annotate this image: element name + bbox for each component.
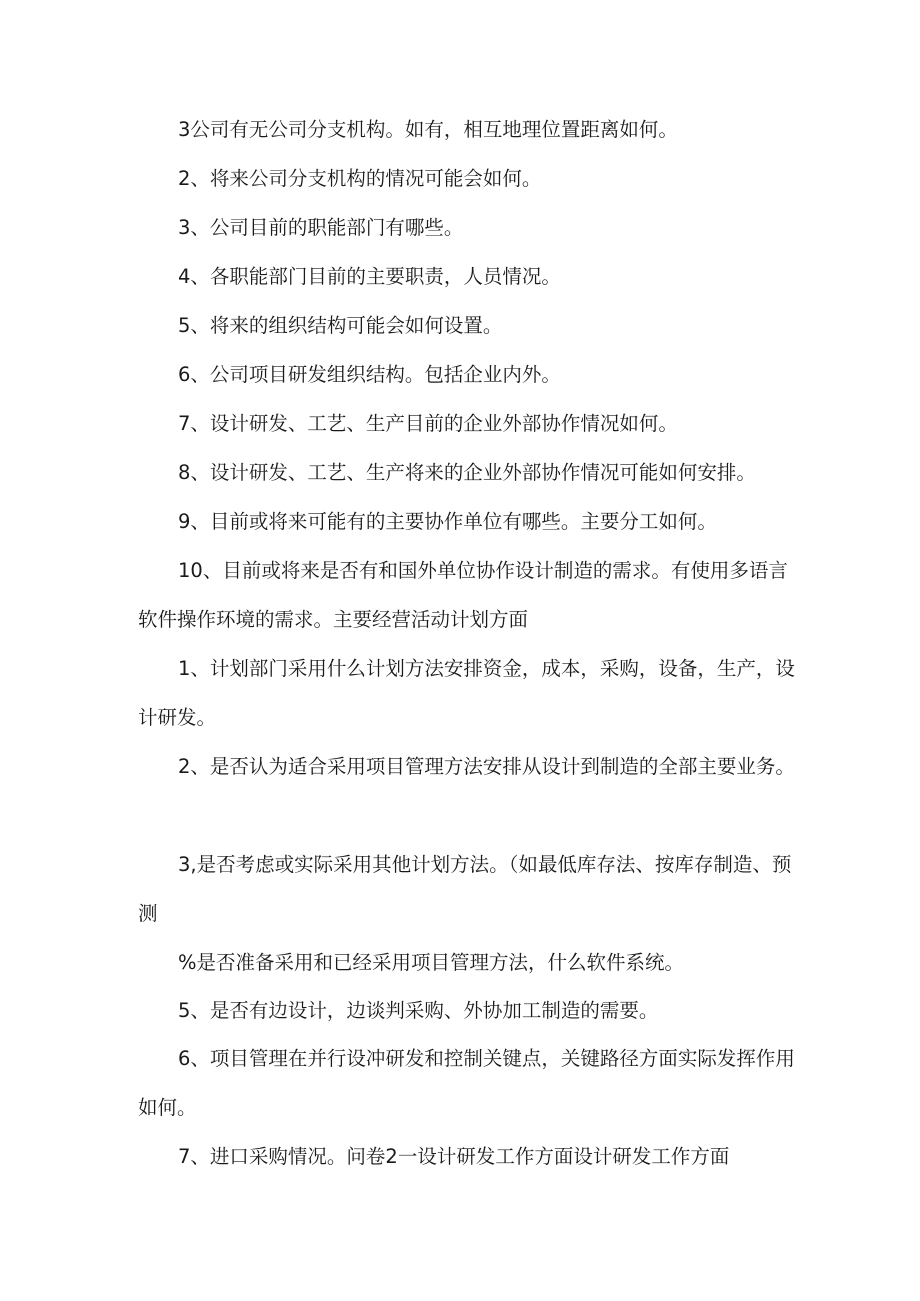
paragraph-13: 3,是否考虑或实际采用其他计划方法。（如最低库存法、按库存制造、预测: [138, 853, 792, 925]
paragraph-16: 6、项目管理在并行设冲研发和控制关键点，关键路径方面实际发挥作用如何。: [138, 1047, 795, 1119]
paragraph-2: 2、将来公司分支机构的情况可能会如何。: [178, 167, 542, 190]
paragraph-17: 7、进口采购情况。问卷2一设计研发工作方面设计研发工作方面: [178, 1145, 730, 1168]
paragraph-4: 4、各职能部门目前的主要职责，人员情况。: [178, 265, 561, 288]
paragraph-15: 5、是否有边设计，边谈判采购、外协加工制造的需要。: [178, 999, 659, 1022]
paragraph-14: %是否准备采用和已经采用项目管理方法，什么软件系统。: [178, 951, 685, 974]
paragraph-6: 6、公司项目研发组织结构。包括企业内外。: [178, 363, 561, 386]
paragraph-5: 5、将来的组织结构可能会如何设置。: [178, 314, 503, 337]
paragraph-1: 3公司有无公司分支机构。如有，相互地理位置距离如何。: [178, 118, 678, 141]
paragraph-12: 2、是否认为适合采用项目管理方法安排从设计到制造的全部主要业务。: [178, 755, 795, 778]
paragraph-7: 7、设计研发、工艺、生产目前的企业外部协作情况如何。: [178, 412, 678, 435]
paragraph-3: 3、公司目前的职能部门有哪些。: [178, 216, 464, 239]
paragraph-8: 8、设计研发、工艺、生产将来的企业外部协作情况可能如何安排。: [178, 461, 756, 484]
paragraph-10: 10、目前或将来是否有和国外单位协作设计制造的需求。有使用多语言软件操作环境的需求。主要经营活动计划方面: [138, 559, 788, 631]
paragraph-11: 1、计划部门采用什么计划方法安排资金，成本，采购，设备，生产，设计研发。: [138, 657, 795, 729]
paragraph-9: 9、目前或将来可能有的主要协作单位有哪些。主要分工如何。: [178, 510, 717, 533]
